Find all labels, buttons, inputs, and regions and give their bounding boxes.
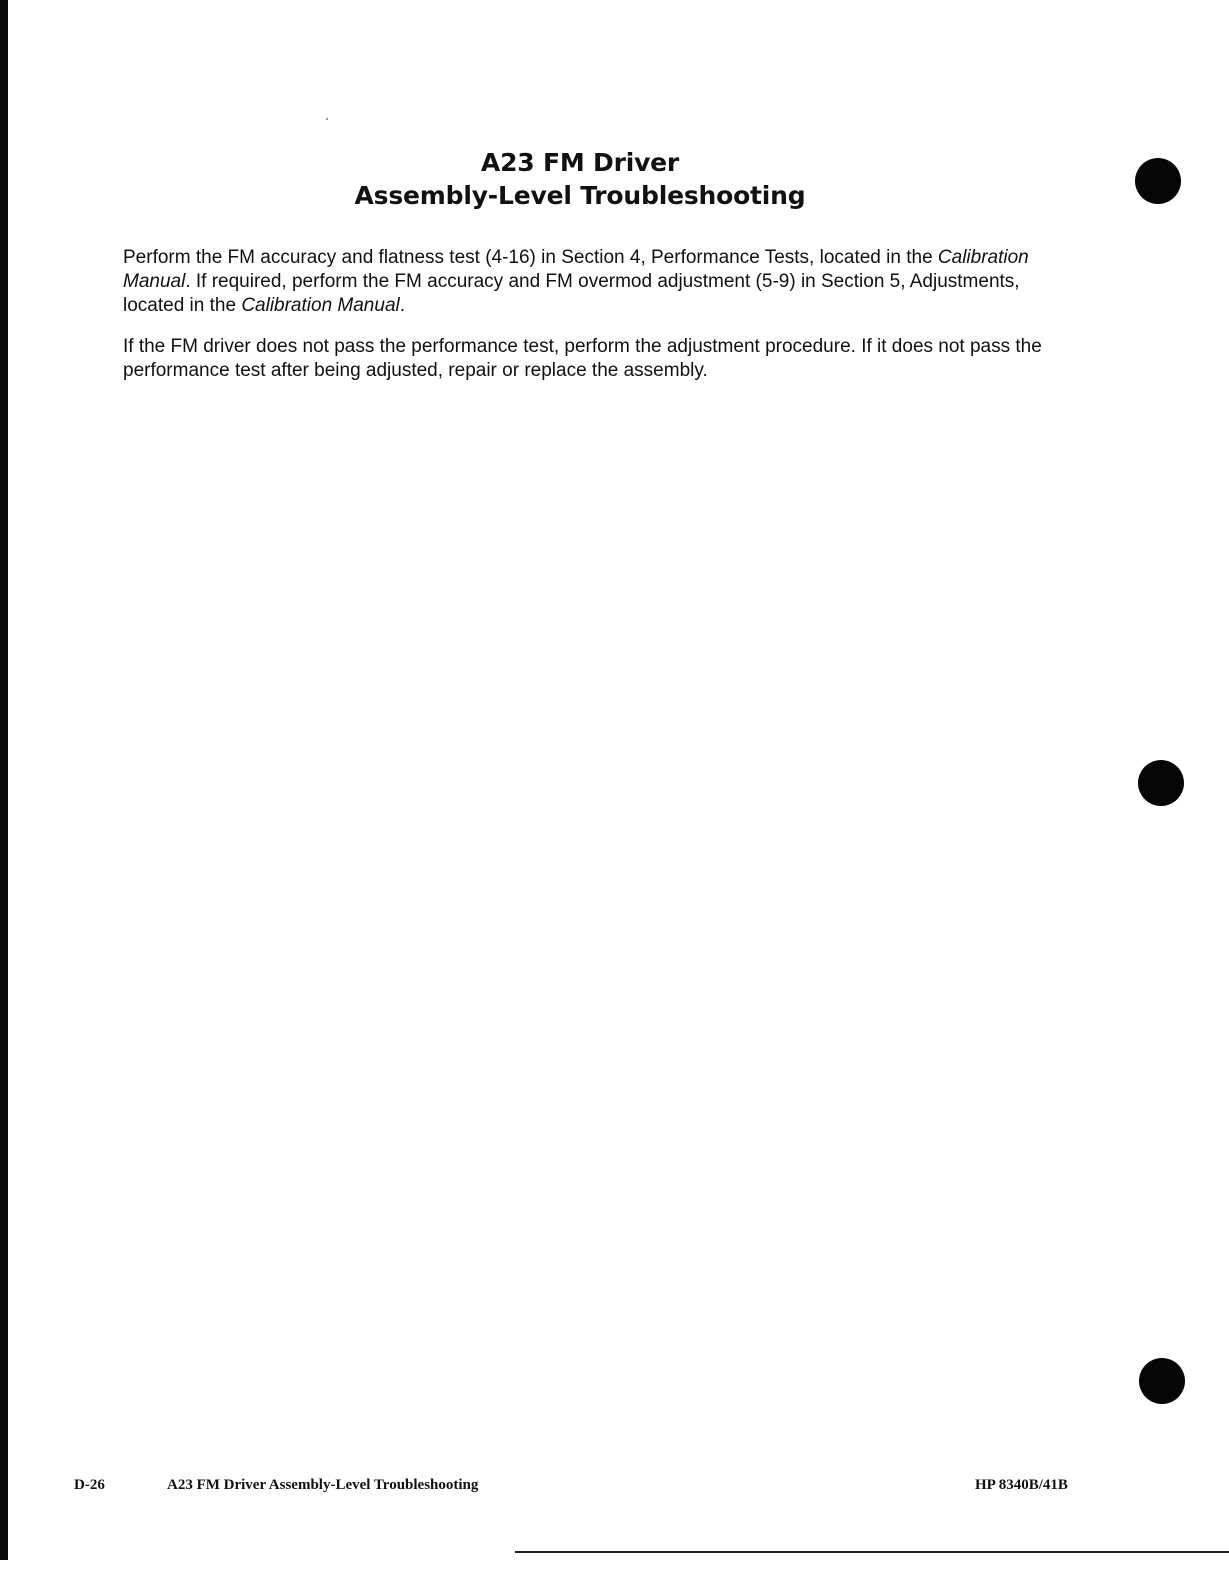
scan-speck (326, 118, 328, 120)
punch-hole-bottom (1139, 1358, 1185, 1404)
binding-edge (0, 0, 8, 1560)
page-title-line-1: A23 FM Driver (480, 148, 680, 177)
punch-hole-middle (1138, 760, 1184, 806)
footer-page-number: D-26 (74, 1477, 105, 1493)
bottom-rule (515, 1551, 1229, 1553)
p1-manual-ref-2: Calibration Manual (241, 295, 400, 316)
footer-model: HP 8340B/41B (975, 1477, 1068, 1493)
p1-text-2: . If required, perform the FM accuracy and FM overmod adjustment (5-9) in Section 5, Adjustments, located in the (123, 271, 1020, 316)
p1-text-3: . (399, 295, 406, 316)
p1-text-1: Perform the FM accuracy and flatness test (4-16) in Section 4, Performance Tests, located in the (123, 247, 938, 268)
body-paragraph-2: If the FM driver does not pass the performance test, perform the adjustment procedure. If it does not pass the performance test after being adjusted, repair or replace the assembly. (123, 336, 1042, 381)
footer-section-title: A23 FM Driver Assembly-Level Troubleshooting (167, 1477, 479, 1493)
p1-manual-ref-1: Calibration Manual (123, 247, 1029, 292)
page-title-line-2: Assembly-Level Troubleshooting (354, 181, 806, 210)
body-paragraph-1 (123, 246, 1053, 318)
